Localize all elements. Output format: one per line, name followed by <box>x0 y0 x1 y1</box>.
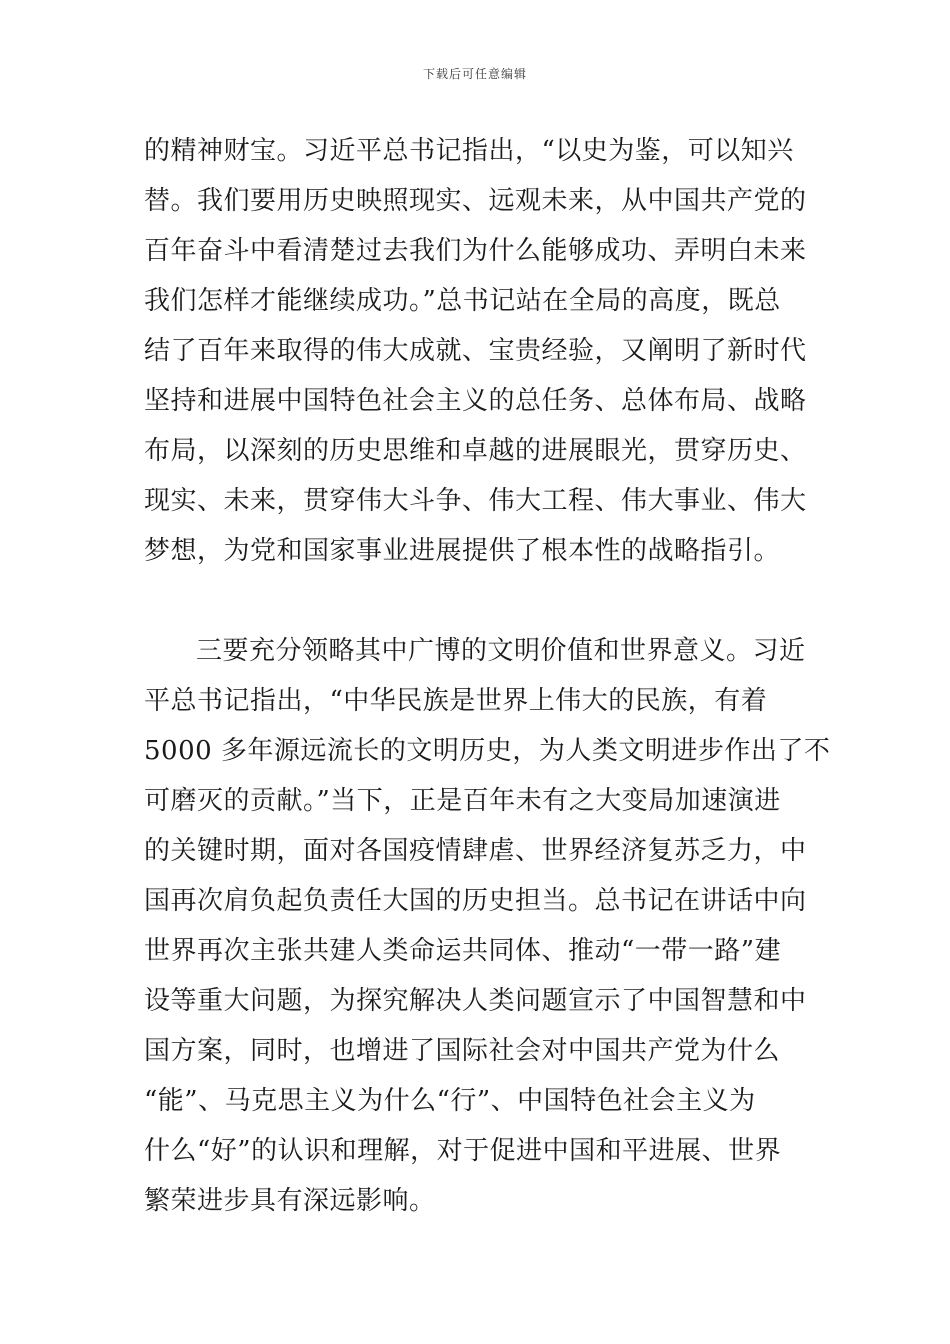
text-line: 国方案，同时，也增进了国际社会对中国共产党为什么 <box>144 1036 781 1066</box>
text-line: 百年奋斗中看清楚过去我们为什么能够成功、弄明白未来 <box>144 236 807 266</box>
text-line: 繁荣进步具有深远影响。 <box>144 1186 436 1216</box>
header-note: 下载后可任意编辑 <box>422 67 527 81</box>
text-line: 布局，以深刻的历史思维和卓越的进展眼光，贯穿历史、 <box>144 436 807 466</box>
text-line: 什么“好”的认识和理解，对于促进中国和平进展、世界 <box>144 1136 782 1166</box>
text-line: 替。我们要用历史映照现实、远观未来，从中国共产党的 <box>144 186 807 216</box>
text-line: 梦想，为党和国家事业进展提供了根本性的战略指引。 <box>144 536 781 566</box>
text-line: 设等重大问题，为探究解决人类问题宣示了中国智慧和中 <box>144 986 807 1016</box>
text-line: 世界再次主张共建人类命运共同体、推动“一带一路”建 <box>144 936 782 966</box>
text-line: 结了百年来取得的伟大成就、宝贵经验，又阐明了新时代 <box>144 336 807 366</box>
text-line: 的精神财宝。习近平总书记指出，“以史为鉴，可以知兴 <box>144 136 794 166</box>
paragraph-2 <box>144 626 831 1226</box>
text-line: 现实、未来，贯穿伟大斗争、伟大工程、伟大事业、伟大 <box>144 486 807 516</box>
text-line: 国再次肩负起负责任大国的历史担当。总书记在讲话中向 <box>144 886 807 916</box>
text-line-indented: 三要充分领略其中广博的文明价值和世界意义。习近 <box>196 636 806 666</box>
text-line: 的关键时期，面对各国疫情肆虐、世界经济复苏乏力，中 <box>144 836 807 866</box>
text-line: 可磨灭的贡献。”当下，正是百年未有之大变局加速演进 <box>144 786 781 816</box>
text-line: 坚持和进展中国特色社会主义的总任务、总体布局、战略 <box>144 386 807 416</box>
text-line: 平总书记指出，“中华民族是世界上伟大的民族，有着 <box>144 686 768 716</box>
text-line: 我们怎样才能继续成功。”总书记站在全局的高度，既总 <box>144 286 781 316</box>
text-line: “能”、马克思主义为什么“行”、中国特色社会主义为 <box>144 1086 756 1116</box>
text-line: 5000 多年源远流长的文明历史，为人类文明进步作出了不 <box>144 736 831 766</box>
paragraph-1 <box>144 126 808 576</box>
